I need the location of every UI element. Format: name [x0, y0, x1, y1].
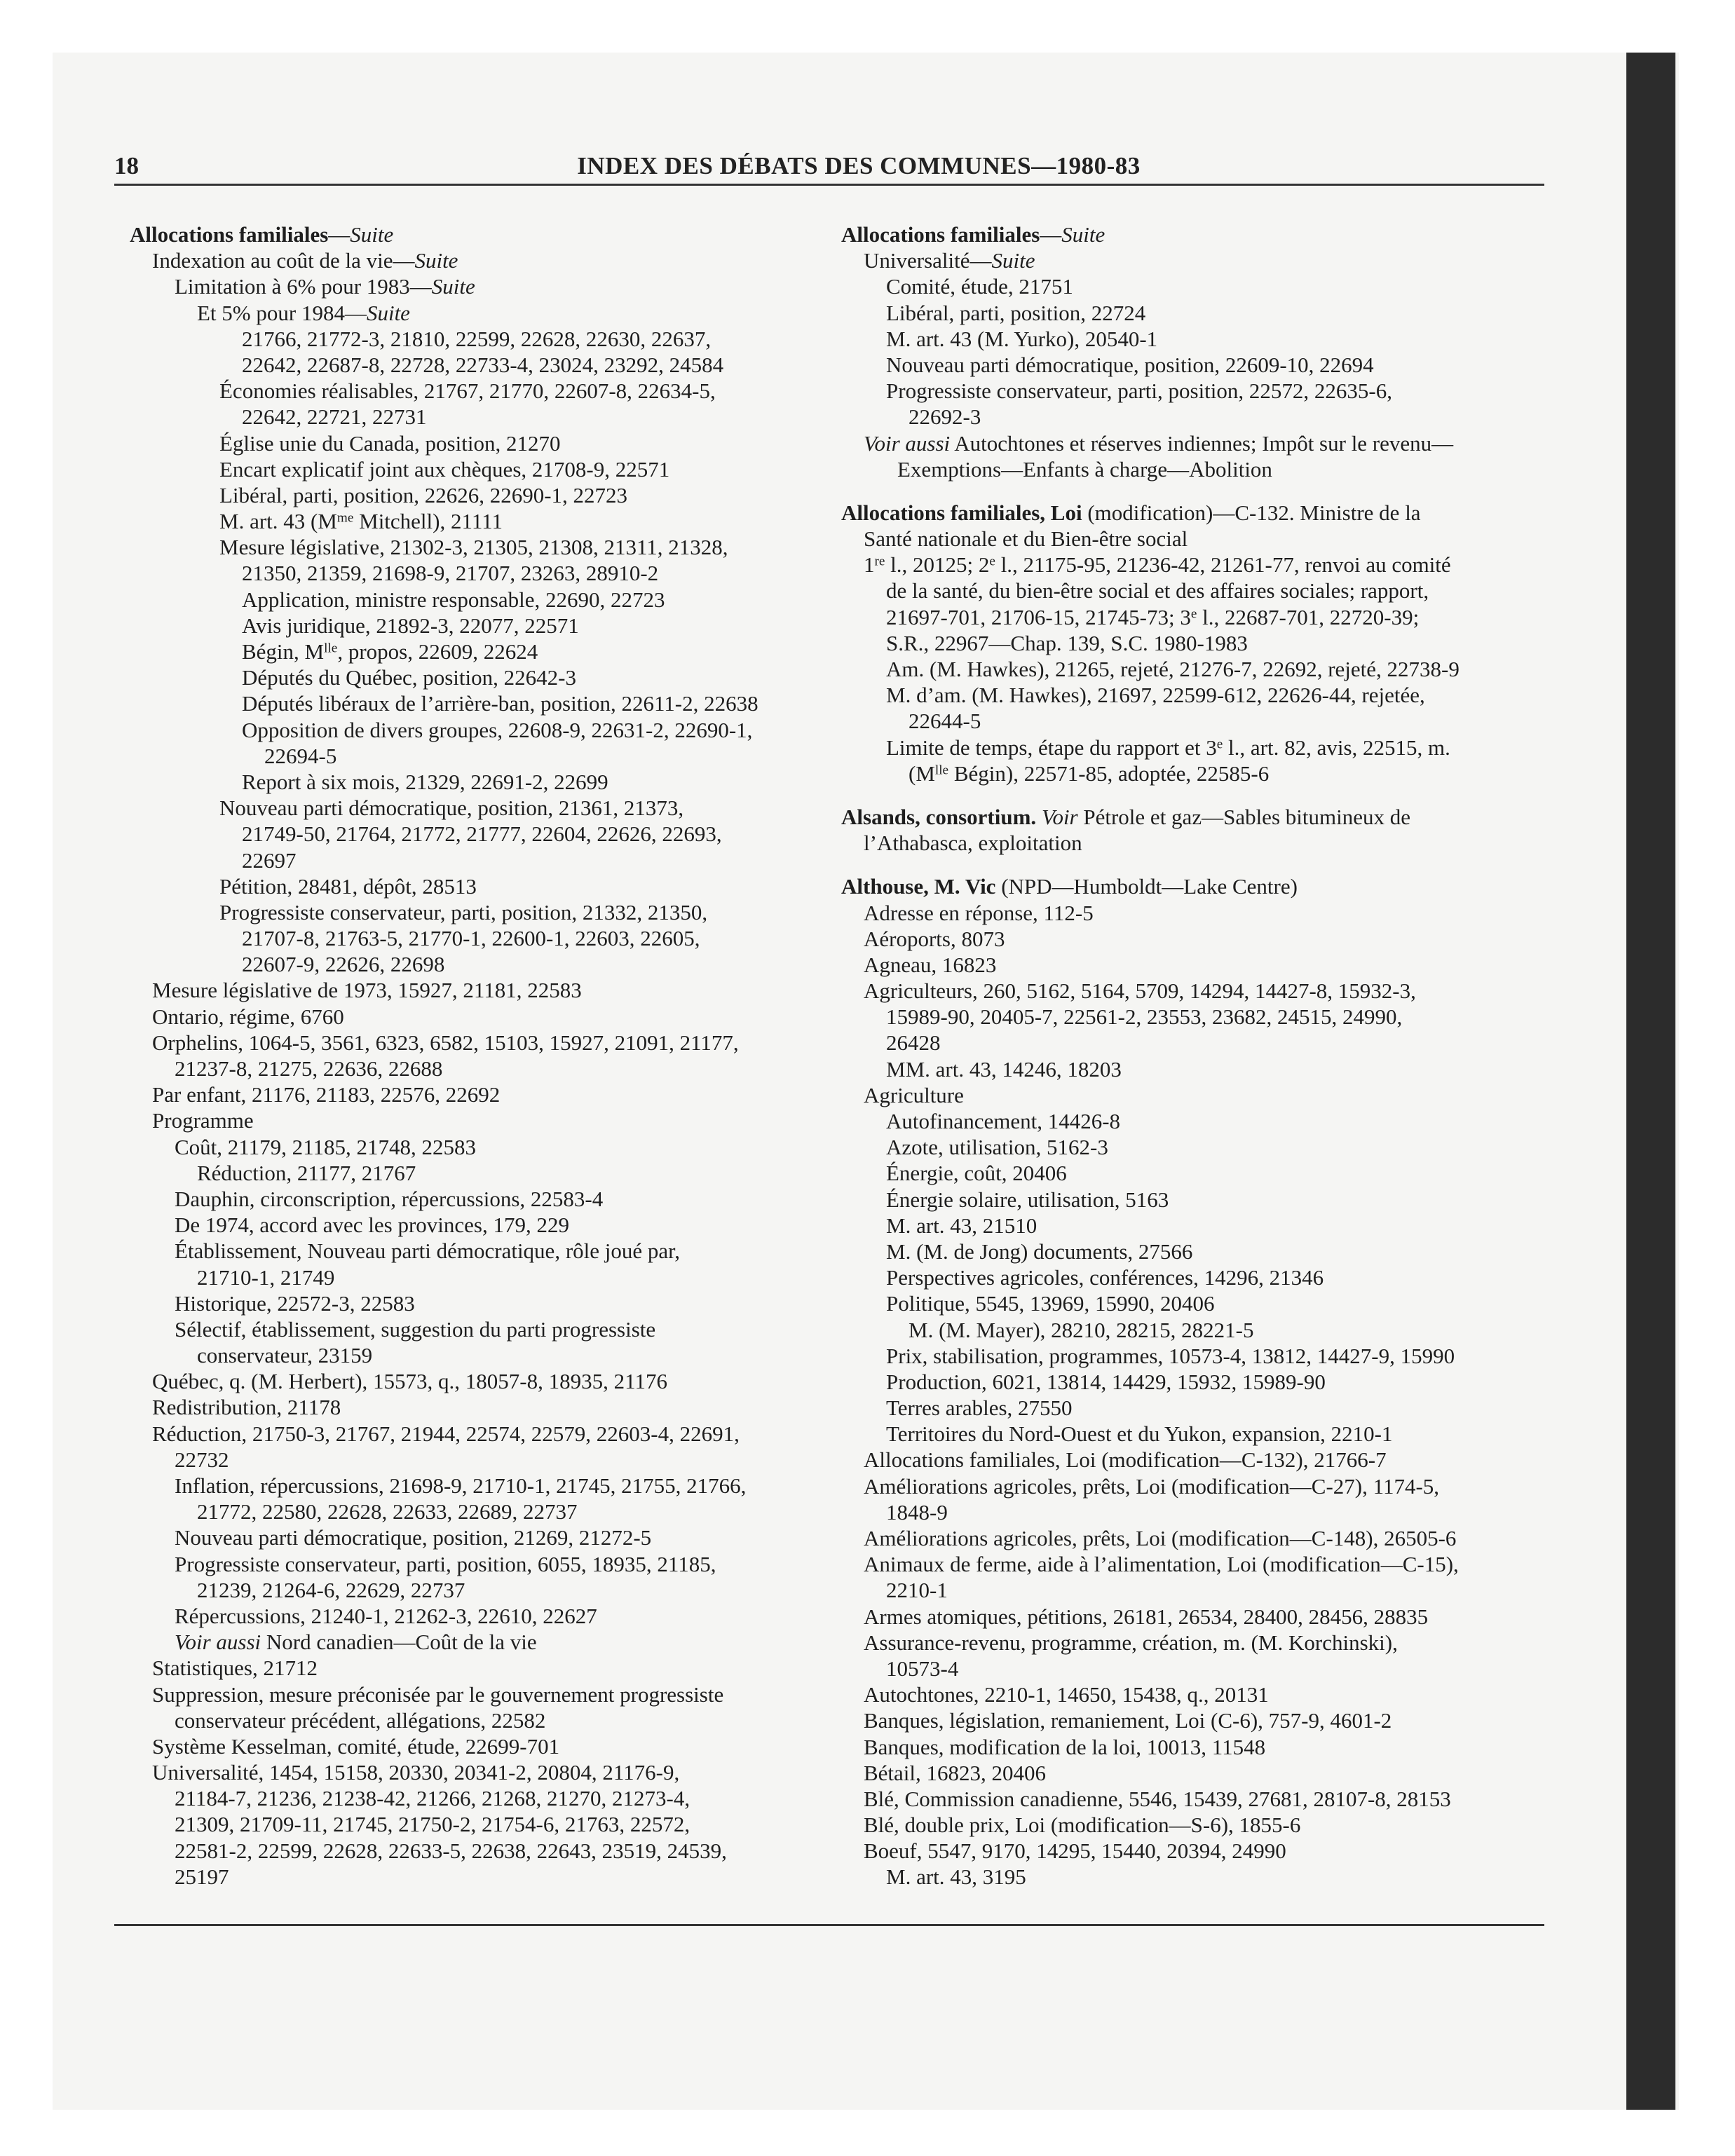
index-entry	[841, 1239, 1542, 1264]
entry-text: re	[874, 554, 885, 569]
index-entry	[130, 1212, 831, 1238]
index-entry	[841, 830, 1542, 856]
entry-text: Mesure législative, 21302-3, 21305, 21308, 21311, 21328,	[219, 535, 728, 560]
entry-text: 26428	[886, 1030, 941, 1056]
index-entry	[841, 1760, 1542, 1786]
entry-text: Armes atomiques, pétitions, 26181, 26534, 28400, 28456, 28835	[864, 1604, 1429, 1629]
entry-text: Encart explicatif joint aux chèques, 21708-9, 22571	[219, 456, 670, 482]
index-entry	[841, 1551, 1542, 1577]
index-entry	[841, 1395, 1542, 1421]
entry-text: Limite de temps, étape du rapport et 3	[886, 735, 1217, 760]
entry-text: lle	[934, 763, 949, 778]
entry-text: Bégin, M	[242, 639, 325, 664]
entry-text: 21772, 22580, 22628, 22633, 22689, 22737	[197, 1499, 578, 1524]
entry-text: Mitchell), 21111	[353, 509, 503, 534]
entry-text: Am. (M. Hawkes), 21265, rejeté, 21276-7, 22692, rejeté, 22738-9	[886, 657, 1460, 681]
index-entry	[841, 300, 1542, 326]
index-entry	[841, 1734, 1542, 1760]
index-entry	[841, 1213, 1542, 1239]
entry-text: l., 20125; 2	[885, 552, 990, 578]
entry-text: Ontario, régime, 6760	[152, 1004, 344, 1029]
index-entry	[841, 430, 1542, 456]
entry-text: 22692-3	[909, 404, 981, 430]
index-entry	[841, 1004, 1542, 1030]
entry-text: Progressiste conservateur, parti, position, 6055, 18935, 21185,	[175, 1551, 716, 1576]
index-entry	[130, 352, 831, 378]
entry-text: Allocations familiales	[130, 222, 329, 247]
entry-text: Église unie du Canada, position, 21270	[219, 430, 561, 456]
entry-text: Nord canadien—Coût de la vie	[261, 1630, 537, 1655]
entry-text: l., art. 82, avis, 22515, m.	[1223, 735, 1450, 760]
entry-text: Boeuf, 5547, 9170, 14295, 15440, 20394, 24990	[864, 1838, 1286, 1864]
entry-text: Énergie, coût, 20406	[886, 1161, 1067, 1186]
index-entry	[130, 1473, 831, 1499]
index-entry	[841, 404, 1542, 430]
entry-text: Répercussions, 21240-1, 21262-3, 22610, 22627	[175, 1603, 597, 1628]
entry-text: Opposition de divers groupes, 22608-9, 22631-2, 22690-1,	[242, 717, 753, 742]
index-entry	[130, 247, 831, 273]
index-entry	[841, 1264, 1542, 1290]
index-heading	[841, 804, 1542, 830]
index-entry	[130, 1316, 831, 1342]
index-entry	[130, 1629, 831, 1655]
entry-text: Réduction, 21177, 21767	[197, 1160, 416, 1185]
index-entry	[841, 1499, 1542, 1525]
entry-text: (NPD—Humboldt—Lake Centre)	[995, 874, 1298, 899]
entry-text: Voir aussi	[175, 1630, 261, 1655]
scan-edge-shadow	[1626, 53, 1675, 2110]
entry-text: Autofinancement, 14426-8	[886, 1109, 1121, 1133]
index-entry	[841, 1838, 1542, 1864]
index-entry	[130, 1134, 831, 1160]
index-entry	[130, 482, 831, 508]
entry-text: Députés libéraux de l’arrière-ban, position, 22611-2, 22638	[242, 691, 758, 716]
index-entry	[130, 1186, 831, 1212]
entry-text: lle	[324, 641, 338, 656]
entry-text: S.R., 22967—Chap. 139, S.C. 1980-1983	[886, 630, 1248, 655]
index-entry	[841, 1134, 1542, 1160]
entry-text: 21309, 21709-11, 21745, 21750-2, 21754-6, 21763, 22572,	[175, 1812, 690, 1837]
index-entry	[130, 1447, 831, 1473]
entry-text: Assurance-revenu, programme, création, m. (M. Korchinski),	[864, 1630, 1398, 1655]
entry-text: Banques, modification de la loi, 10013, 11548	[864, 1734, 1266, 1759]
index-entry	[130, 639, 831, 664]
entry-text: Comité, étude, 21751	[886, 274, 1073, 299]
entry-text: Agriculture	[864, 1082, 964, 1107]
entry-text: Progressiste conservateur, parti, position, 21332, 21350,	[219, 899, 708, 925]
entry-text: 21766, 21772-3, 21810, 22599, 22628, 22630, 22637,	[242, 326, 712, 351]
index-entry	[130, 560, 831, 586]
entry-text: Nouveau parti démocratique, position, 21361, 21373,	[219, 796, 684, 821]
entry-text: Blé, Commission canadienne, 5546, 15439, 27681, 28107-8, 28153	[864, 1786, 1451, 1811]
entry-text: M. art. 43, 3195	[886, 1864, 1026, 1890]
entry-text: Par enfant, 21176, 21183, 22576, 22692	[152, 1082, 501, 1107]
entry-text: Bétail, 16823, 20406	[864, 1760, 1047, 1785]
index-entry	[841, 247, 1542, 273]
index-entry	[841, 1030, 1542, 1056]
index-entry	[841, 578, 1542, 603]
entry-text: Autochtones, 2210-1, 14650, 15438, q., 20131	[864, 1682, 1269, 1707]
entry-text: Statistiques, 21712	[152, 1656, 318, 1681]
entry-text: Bégin), 22571-85, adoptée, 22585-6	[948, 760, 1270, 786]
index-entry	[130, 899, 831, 925]
entry-text: M. art. 43 (M	[219, 509, 337, 534]
entry-text: 22642, 22721, 22731	[242, 404, 427, 430]
index-entry	[841, 1577, 1542, 1603]
entry-text: (M	[909, 760, 935, 786]
entry-text: , propos, 22609, 22624	[337, 639, 538, 664]
entry-text: 22642, 22687-8, 22728, 22733-4, 23024, 23292, 24584	[242, 352, 724, 377]
index-entry	[130, 1290, 831, 1316]
index-entry	[130, 1707, 831, 1733]
index-entry	[841, 1604, 1542, 1630]
entry-text: Suite	[414, 248, 458, 273]
entry-text: Suite	[350, 222, 394, 247]
entry-text: 15989-90, 20405-7, 22561-2, 23553, 23682, 24515, 24990,	[886, 1004, 1403, 1030]
entry-text: Terres arables, 27550	[886, 1396, 1073, 1421]
index-entry	[130, 1551, 831, 1577]
entry-text: Redistribution, 21178	[152, 1395, 341, 1420]
index-entry	[130, 1577, 831, 1603]
index-entry	[841, 682, 1542, 708]
entry-text: Québec, q. (M. Herbert), 15573, q., 18057-8, 18935, 21176	[152, 1369, 667, 1394]
entry-text: Production, 6021, 13814, 14429, 15932, 15989-90	[886, 1369, 1326, 1394]
index-entry	[130, 1056, 831, 1082]
entry-text: e	[1216, 736, 1223, 751]
index-entry	[130, 690, 831, 716]
index-entry	[841, 352, 1542, 378]
entry-text: Alsands, consortium.	[841, 804, 1037, 829]
index-entry	[130, 1342, 831, 1368]
entry-text: Mesure législative de 1973, 15927, 21181, 22583	[152, 978, 582, 1003]
entry-text: me	[336, 510, 354, 526]
index-entry	[130, 1838, 831, 1864]
index-entry	[841, 1786, 1542, 1812]
entry-text: 21239, 21264-6, 22629, 22737	[197, 1577, 465, 1602]
entry-text: conservateur précédent, allégations, 22582	[175, 1707, 546, 1733]
entry-text: de la santé, du bien-être social et des affaires sociales; rapport,	[886, 578, 1429, 603]
entry-text: 22697	[242, 847, 297, 873]
index-entry	[841, 526, 1542, 552]
entry-text: Sélectif, établissement, suggestion du parti progressiste	[175, 1316, 656, 1342]
entry-text: Universalité—	[864, 248, 992, 273]
entry-text: Prix, stabilisation, programmes, 10573-4, 13812, 14427-9, 15990	[886, 1343, 1455, 1368]
index-entry	[841, 1369, 1542, 1395]
entry-text: Suite	[431, 274, 475, 299]
entry-text: Suite	[366, 300, 410, 325]
index-entry	[841, 656, 1542, 682]
entry-text: 22581-2, 22599, 22628, 22633-5, 22638, 22643, 23519, 24539,	[175, 1838, 727, 1863]
index-entry	[130, 1368, 831, 1394]
entry-text: (modification)—C-132. Ministre de la	[1082, 500, 1421, 525]
index-entry	[841, 900, 1542, 926]
index-entry	[130, 404, 831, 430]
entry-text: 1848-9	[886, 1499, 948, 1524]
entry-text: Pétrole et gaz—Sables bitumineux de	[1077, 804, 1410, 829]
entry-text: Agneau, 16823	[864, 952, 997, 977]
entry-text: Améliorations agricoles, prêts, Loi (modification—C-148), 26505-6	[864, 1526, 1457, 1550]
index-entry	[841, 735, 1542, 760]
entry-text: De 1974, accord avec les provinces, 179, 229	[175, 1213, 569, 1238]
entry-text: —	[328, 222, 351, 247]
index-entry	[130, 951, 831, 977]
index-entry	[130, 1394, 831, 1420]
entry-text: 21707-8, 21763-5, 21770-1, 22600-1, 22603, 22605,	[242, 926, 700, 951]
index-entry	[841, 1290, 1542, 1316]
entry-text: Application, ministre responsable, 22690, 22723	[242, 587, 665, 612]
entry-text: 21749-50, 21764, 21772, 21777, 22604, 22626, 22693,	[242, 821, 722, 847]
entry-text: conservateur, 23159	[197, 1343, 373, 1368]
index-entry	[841, 1160, 1542, 1186]
entry-text: Progressiste conservateur, parti, position, 22572, 22635-6,	[886, 378, 1392, 404]
index-entry	[130, 326, 831, 352]
entry-text: Nouveau parti démocratique, position, 22609-10, 22694	[886, 352, 1374, 377]
page-number: 18	[114, 152, 139, 179]
index-entry	[130, 613, 831, 639]
entry-text: 22694-5	[264, 743, 337, 768]
entry-text: Programme	[152, 1108, 254, 1133]
index-entry	[130, 534, 831, 560]
index-entry	[130, 1864, 831, 1890]
index-entry	[130, 925, 831, 951]
entry-text: Suppression, mesure préconisée par le gouvernement progressiste	[152, 1681, 724, 1707]
entry-text: l., 22687-701, 22720-39;	[1197, 604, 1420, 629]
entry-text: Améliorations agricoles, prêts, Loi (modification—C-27), 1174-5,	[864, 1473, 1440, 1499]
index-entry	[130, 1499, 831, 1524]
index-entry	[130, 1655, 831, 1681]
index-entry	[841, 1447, 1542, 1473]
entry-text: 21350, 21359, 21698-9, 21707, 23263, 28910-2	[242, 561, 659, 586]
entry-text: M. (M. de Jong) documents, 27566	[886, 1239, 1193, 1264]
page-title: INDEX DES DÉBATS DES COMMUNES—1980-83	[577, 152, 1141, 179]
index-entry	[130, 1238, 831, 1264]
entry-text: Allocations familiales, Loi	[841, 500, 1082, 525]
entry-text: Nouveau parti démocratique, position, 21269, 21272-5	[175, 1525, 652, 1550]
index-entry	[130, 1107, 831, 1133]
index-entry	[841, 708, 1542, 734]
index-entry	[130, 1421, 831, 1447]
entry-text: Réduction, 21750-3, 21767, 21944, 22574, 22579, 22603-4, 22691,	[152, 1421, 740, 1446]
index-entry	[130, 300, 831, 326]
index-entry	[130, 873, 831, 899]
entry-text: Althouse, M. Vic	[841, 874, 996, 899]
index-entry	[841, 378, 1542, 404]
entry-text: Indexation au coût de la vie—	[152, 248, 415, 273]
entry-text: Voir aussi	[864, 430, 951, 456]
index-entry	[130, 273, 831, 299]
entry-text: Blé, double prix, Loi (modification—S-6), 1855-6	[864, 1813, 1301, 1838]
entry-text: Banques, législation, remaniement, Loi (C-6), 757-9, 4601-2	[864, 1708, 1392, 1733]
entry-text: Politique, 5545, 13969, 15990, 20406	[886, 1291, 1215, 1316]
entry-text: Historique, 22572-3, 22583	[175, 1290, 415, 1316]
entry-text: Pétition, 28481, dépôt, 28513	[219, 873, 477, 899]
entry-text: Exemptions—Enfants à charge—Abolition	[897, 456, 1272, 482]
index-entry	[130, 769, 831, 795]
entry-text: —	[1040, 222, 1062, 247]
entry-text: Limitation à 6% pour 1983—	[175, 274, 432, 299]
entry-text: Voir	[1041, 804, 1078, 829]
index-entry	[841, 1108, 1542, 1134]
entry-text: Territoires du Nord-Ouest et du Yukon, expansion, 2210-1	[886, 1421, 1393, 1447]
entry-text: Santé nationale et du Bien-être social	[864, 526, 1188, 552]
index-entry	[841, 326, 1542, 352]
index-heading	[841, 873, 1542, 899]
footer-rule	[114, 1924, 1544, 1926]
entry-text: 22607-9, 22626, 22698	[242, 952, 445, 977]
entry-text: Système Kesselman, comité, étude, 22699-701	[152, 1733, 560, 1759]
entry-text: Énergie solaire, utilisation, 5163	[886, 1187, 1169, 1212]
index-entry	[841, 1525, 1542, 1551]
entry-text: 21184-7, 21236, 21238-42, 21266, 21268, 21270, 21273-4,	[175, 1786, 690, 1811]
entry-text: Et 5% pour 1984—	[197, 300, 367, 325]
index-entry	[841, 1473, 1542, 1499]
index-entry	[841, 1681, 1542, 1707]
entry-text: Adresse en réponse, 112-5	[864, 900, 1094, 925]
index-entry	[130, 977, 831, 1003]
index-entry	[841, 1864, 1542, 1890]
entry-text: e	[989, 554, 995, 569]
index-heading	[841, 221, 1542, 247]
entry-text: Économies réalisables, 21767, 21770, 22607-8, 22634-5,	[219, 378, 716, 404]
entry-text: 1	[864, 552, 875, 578]
entry-text: Report à six mois, 21329, 22691-2, 22699	[242, 769, 608, 794]
index-entry	[841, 1707, 1542, 1733]
entry-text: MM. art. 43, 14246, 18203	[886, 1056, 1122, 1082]
entry-text: Allocations familiales, Loi (modification—C-132), 21766-7	[864, 1447, 1387, 1473]
index-entry	[130, 847, 831, 873]
index-entry	[130, 378, 831, 404]
index-entry	[841, 1630, 1542, 1656]
entry-text: Suite	[991, 248, 1035, 273]
entry-text: M. (M. Mayer), 28210, 28215, 28221-5	[909, 1317, 1254, 1342]
index-entry	[841, 1421, 1542, 1447]
entry-text: Perspectives agricoles, conférences, 14296, 21346	[886, 1265, 1324, 1290]
index-entry	[130, 795, 831, 821]
entry-text: e	[1190, 606, 1197, 622]
entry-text: l’Athabasca, exploitation	[864, 831, 1082, 856]
entry-text: Inflation, répercussions, 21698-9, 21710-1, 21745, 21755, 21766,	[175, 1473, 747, 1498]
index-entry	[130, 1160, 831, 1186]
index-column-left	[130, 221, 831, 1890]
index-entry	[841, 1056, 1542, 1082]
entry-text: Coût, 21179, 21185, 21748, 22583	[175, 1134, 476, 1159]
index-entry	[130, 1759, 831, 1785]
index-entry	[841, 926, 1542, 952]
entry-text: 22644-5	[909, 709, 981, 734]
entry-text: Suite	[1061, 222, 1105, 247]
index-entry	[841, 456, 1542, 482]
header-rule	[114, 184, 1544, 186]
entry-text: 21237-8, 21275, 22636, 22688	[175, 1056, 443, 1081]
entry-text: Orphelins, 1064-5, 3561, 6323, 6582, 15103, 15927, 21091, 21177,	[152, 1030, 739, 1055]
index-entry	[841, 1082, 1542, 1108]
index-column-right	[841, 221, 1542, 1890]
entry-text: 21710-1, 21749	[197, 1264, 335, 1290]
index-entry	[841, 1656, 1542, 1681]
entry-text: Députés du Québec, position, 22642-3	[242, 665, 576, 690]
entry-text: 22732	[175, 1447, 229, 1472]
index-heading	[841, 500, 1542, 526]
entry-text: l., 21175-95, 21236-42, 21261-77, renvoi au comité	[995, 552, 1451, 578]
index-entry	[841, 1187, 1542, 1213]
entry-text: Animaux de ferme, aide à l’alimentation, Loi (modification—C-15),	[864, 1552, 1459, 1577]
index-entry	[841, 1343, 1542, 1369]
index-entry	[130, 1264, 831, 1290]
index-entry	[130, 1524, 831, 1550]
entry-text: 21697-701, 21706-15, 21745-73; 3	[886, 604, 1191, 629]
index-entry	[841, 1812, 1542, 1838]
index-entry	[841, 1317, 1542, 1343]
entry-text: 10573-4	[886, 1656, 959, 1681]
index-entry	[130, 587, 831, 613]
entry-text: Libéral, parti, position, 22626, 22690-1, 22723	[219, 482, 628, 507]
index-entry	[841, 978, 1542, 1004]
index-entry	[130, 430, 831, 456]
index-entry	[841, 630, 1542, 656]
index-entry	[130, 821, 831, 847]
entry-text: Dauphin, circonscription, répercussions, 22583-4	[175, 1186, 604, 1211]
entry-text: M. art. 43, 21510	[886, 1213, 1037, 1238]
entry-text: Avis juridique, 21892-3, 22077, 22571	[242, 613, 579, 638]
index-entry	[841, 552, 1542, 578]
index-entry	[841, 604, 1542, 630]
index-entry	[130, 1785, 831, 1811]
entry-text: Agriculteurs, 260, 5162, 5164, 5709, 14294, 14427-8, 15932-3,	[864, 978, 1416, 1004]
index-entry	[130, 743, 831, 769]
index-entry	[130, 1004, 831, 1030]
index-entry	[130, 508, 831, 534]
index-entry	[841, 273, 1542, 299]
index-entry	[130, 1681, 831, 1707]
entry-text	[1036, 805, 1042, 829]
index-entry	[130, 1733, 831, 1759]
index-entry	[130, 456, 831, 482]
entry-text: M. d’am. (M. Hawkes), 21697, 22599-612, 22626-44, rejetée,	[886, 683, 1425, 708]
index-entry	[130, 1082, 831, 1107]
index-entry	[841, 760, 1542, 786]
entry-text: Aéroports, 8073	[864, 926, 1005, 951]
index-entry	[130, 1811, 831, 1837]
entry-text: Autochtones et réserves indiennes; Impôt sur le revenu—	[950, 430, 1454, 456]
index-entry	[130, 717, 831, 743]
entry-text: M. art. 43 (M. Yurko), 20540-1	[886, 326, 1158, 351]
entry-text: Allocations familiales	[841, 222, 1040, 247]
entry-text: Azote, utilisation, 5162-3	[886, 1135, 1108, 1160]
index-entry	[130, 1603, 831, 1629]
index-entry	[130, 664, 831, 690]
index-entry	[841, 952, 1542, 978]
index-heading	[130, 221, 831, 247]
entry-text: Libéral, parti, position, 22724	[886, 300, 1146, 325]
index-entry	[130, 1030, 831, 1056]
entry-text: 25197	[175, 1864, 229, 1889]
entry-text: 2210-1	[886, 1578, 948, 1603]
entry-text: Établissement, Nouveau parti démocratique, rôle joué par,	[175, 1239, 680, 1264]
entry-text: Universalité, 1454, 15158, 20330, 20341-2, 20804, 21176-9,	[152, 1760, 680, 1785]
